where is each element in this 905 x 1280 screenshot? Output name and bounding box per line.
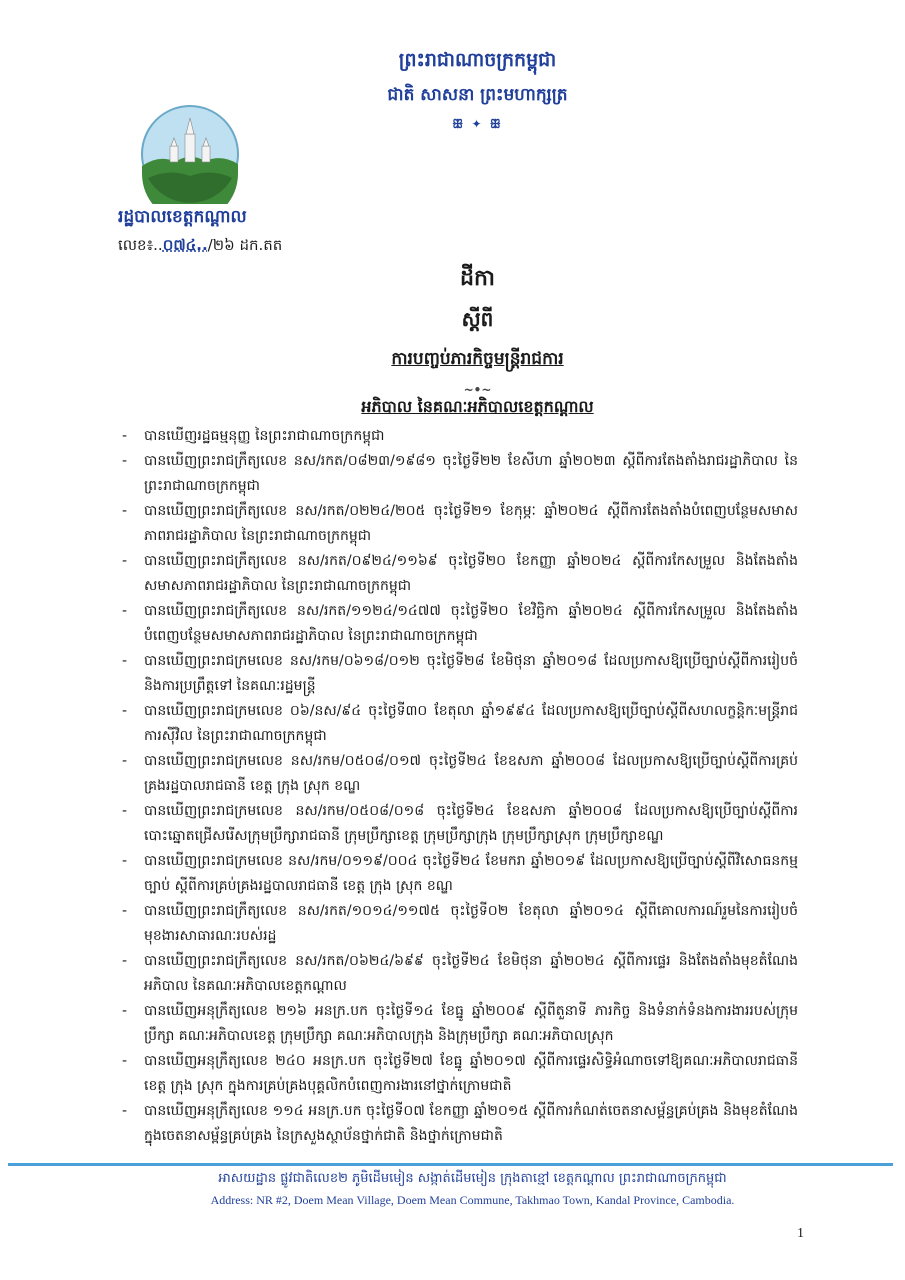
footer-divider <box>8 1163 893 1166</box>
document-about: ស្តីពី <box>461 307 494 331</box>
list-item: - បានឃើញព្រះរាជក្រឹត្យលេខ នស/រកត/១១២៤/១៤៧៧ ចុះថ្ងៃទី២០ ខែវិច្ឆិកា ឆ្នាំ២០២៤ ស្តីពីការកែសម្រួល និងតែងតាំងបំពេញបន្ថែមសមាសភាពរាជរដ្ឋាភិបាល នៃព្រះរាជាណាចក្រកម្ពុជា <box>118 599 798 649</box>
list-item: - បានឃើញព្រះរាជក្រមលេខ ០៦/នស/៩៤ ចុះថ្ងៃទី៣០ ខែតុលា ឆ្នាំ១៩៩៤ ដែលប្រកាសឱ្យប្រើច្បាប់ស្តីពីសហលក្ខន្តិកៈមន្ត្រីរាជការស៊ីវិល នៃព្រះរាជាណាចក្រកម្ពុជា <box>118 699 798 749</box>
kingdom-header <box>0 48 905 132</box>
document-type: ដីកា <box>460 266 495 291</box>
issuing-authority <box>0 396 905 420</box>
provincial-seal-logo <box>140 104 240 204</box>
header-ornament: ꕥ ✦ ꕥ <box>452 117 503 131</box>
kingdom-title: ព្រះរាជាណាចក្រកម្ពុជា <box>398 49 557 71</box>
list-item: - បានឃើញព្រះរាជក្រឹត្យលេខ នស/រកត/០៩២៤/១១៦៩ ចុះថ្ងៃទី២០ ខែកញ្ញា ឆ្នាំ២០២៤ ស្តីពីការកែសម្រួល និងតែងតាំងសមាសភាពរាជរដ្ឋាភិបាល នៃព្រះរាជាណាចក្រកម្ពុជា <box>118 549 798 599</box>
page-number: 1 <box>797 1226 804 1241</box>
title-ornament: ~•~ <box>463 383 492 397</box>
list-item: - បានឃើញអនុក្រឹត្យលេខ ២៤០ អនក្រ.បក ចុះថ្ងៃទី២៧ ខែធ្នូ ឆ្នាំ២០១៧ ស្តីពីការផ្ទេរសិទ្ធិអំណាចទៅឱ្យគណៈអភិបាលរាជធានី ខេត្ត ក្រុង ស្រុក ក្នុងការគ្រប់គ្រងបុគ្គលិកបំពេញការងារនៅថ្នាក់ក្រោមជាតិ <box>118 1049 798 1099</box>
list-item: - បានឃើញព្រះរាជក្រមលេខ នស/រកម/០១១៩/០០៤ ចុះថ្ងៃទី២៤ ខែមករា ឆ្នាំ២០១៩ ដែលប្រកាសឱ្យប្រើច្បាប់ស្តីពីវិសោធនកម្មច្បាប់ ស្តីពីការគ្រប់គ្រងរដ្ឋបាលរាជធានី ខេត្ត ក្រុង ស្រុក ខណ្ឌ <box>118 849 798 899</box>
list-item: - បានឃើញអនុក្រឹត្យលេខ ១១៤ អនក្រ.បក ចុះថ្ងៃទី០៧ ខែកញ្ញា ឆ្នាំ២០១៥ ស្តីពីការកំណត់ចេតនាសម្ព័ន្ធគ្រប់គ្រង និងមុខតំណែងក្នុងចេតនាសម្ព័ន្ធគ្រប់គ្រង នៃក្រសួងស្ថាប័នថ្នាក់ជាតិ និងថ្នាក់ក្រោមជាតិ <box>118 1099 798 1149</box>
issuing-administration: រដ្ឋបាលខេត្តកណ្តាល <box>118 207 247 227</box>
list-item: - បានឃើញព្រះរាជក្រមលេខ នស/រកម/០៥០៨/០១៨ ចុះថ្ងៃទី២៤ ខែឧសភា ឆ្នាំ២០០៨ ដែលប្រកាសឱ្យប្រើច្បាប់ស្តីពីការបោះឆ្នោតជ្រើសរើសក្រុមប្រឹក្សារាជធានី ក្រុមប្រឹក្សាខេត្ត ក្រុមប្រឹក្សាក្រុង ក្រុមប្រឹក្សាស្រុក ក្រុមប្រឹក្សាខណ្ឌ <box>118 799 798 849</box>
footer-address <box>0 1170 905 1208</box>
list-item: - បានឃើញព្រះរាជក្រឹត្យលេខ នស/រកត/០៨២៣/១៩៨១ ចុះថ្ងៃទី២២ ខែសីហា ឆ្នាំ២០២៣ ស្តីពីការតែងតាំងរាជរដ្ឋាភិបាល នៃព្រះរាជាណាចក្រកម្ពុជា <box>118 449 798 499</box>
legal-basis-list <box>118 424 798 1149</box>
list-item: - បានឃើញព្រះរាជក្រឹត្យលេខ នស/រកត/១០១៤/១១៧៥ ចុះថ្ងៃទី០២ ខែតុលា ឆ្នាំ២០១៤ ស្តីពីគោលការណ៍រួមនៃការរៀបចំមុខងារសាធារណៈរបស់រដ្ឋ <box>118 899 798 949</box>
ref-prefix: លេខ៖.. <box>118 236 163 254</box>
reference-number <box>118 236 282 258</box>
list-item: - បានឃើញព្រះរាជក្រឹត្យលេខ នស/រកត/០៦២៤/៦៩៩ ចុះថ្ងៃទី២៤ ខែមិថុនា ឆ្នាំ២០២៤ ស្តីពីការផ្ទេរ និងតែងតាំងមុខតំណែងអភិបាល នៃគណៈអភិបាលខេត្តកណ្តាល <box>118 949 798 999</box>
list-item: - បានឃើញព្រះរាជក្រមលេខ នស/រកម/០៥០៨/០១៧ ចុះថ្ងៃទី២៤ ខែឧសភា ឆ្នាំ២០០៨ ដែលប្រកាសឱ្យប្រើច្បាប់ស្តីពីការគ្រប់គ្រងរដ្ឋបាលរាជធានី ខេត្ត ក្រុង ស្រុក ខណ្ឌ <box>118 749 798 799</box>
ref-number: ០៧៤.. <box>162 236 208 254</box>
ref-suffix: /២៦ ដក.តត <box>207 236 283 254</box>
list-item: - បានឃើញអនុក្រឹត្យលេខ ២១៦ អនក្រ.បក ចុះថ្ងៃទី១៤ ខែធ្នូ ឆ្នាំ២០០៩ ស្តីពីតួនាទី ភារកិច្ច និងទំនាក់ទំនងការងាររបស់ក្រុមប្រឹក្សា គណៈអភិបាលខេត្ត ក្រុមប្រឹក្សា គណៈអភិបាលក្រុង និងក្រុមប្រឹក្សា គណៈអភិបាលស្រុក <box>118 999 798 1049</box>
document-title-block <box>0 264 905 397</box>
authority-text: អភិបាល នៃគណៈអភិបាលខេត្តកណ្តាល <box>361 397 594 416</box>
address-english: Address: NR #2, Doem Mean Village, Doem Mean Commune, Takhmao Town, Kandal Province, Cambodia. <box>210 1193 735 1207</box>
address-khmer: អាសយដ្ឋាន ផ្លូវជាតិលេខ២ ភូមិដើមមៀន សង្កាត់ដើមមៀន ក្រុងតាខ្មៅ ខេត្តកណ្តាល ព្រះរាជាណាចក្រកម្ពុជា <box>218 1171 727 1186</box>
list-item: - បានឃើញព្រះរាជក្រឹត្យលេខ នស/រកត/០២២៤/២០៥ ចុះថ្ងៃទី២១ ខែកុម្ភៈ ឆ្នាំ២០២៤ ស្តីពីការតែងតាំងបំពេញបន្ថែមសមាសភាពរាជរដ្ឋាភិបាល នៃព្រះរាជាណាចក្រកម្ពុជា <box>118 499 798 549</box>
list-item: - បានឃើញរដ្ឋធម្មនុញ្ញ នៃព្រះរាជាណាចក្រកម្ពុជា <box>118 424 798 449</box>
document-subject: ការបញ្ចប់ភារកិច្ចមន្ត្រីរាជការ <box>391 349 564 369</box>
national-motto: ជាតិ សាសនា ព្រះមហាក្សត្រ <box>387 85 568 105</box>
list-item: - បានឃើញព្រះរាជក្រមលេខ នស/រកម/០៦១៨/០១២ ចុះថ្ងៃទី២៨ ខែមិថុនា ឆ្នាំ២០១៨ ដែលប្រកាសឱ្យប្រើច្បាប់ស្តីពីការរៀបចំ និងការប្រព្រឹត្តទៅ នៃគណៈរដ្ឋមន្ត្រី <box>118 649 798 699</box>
